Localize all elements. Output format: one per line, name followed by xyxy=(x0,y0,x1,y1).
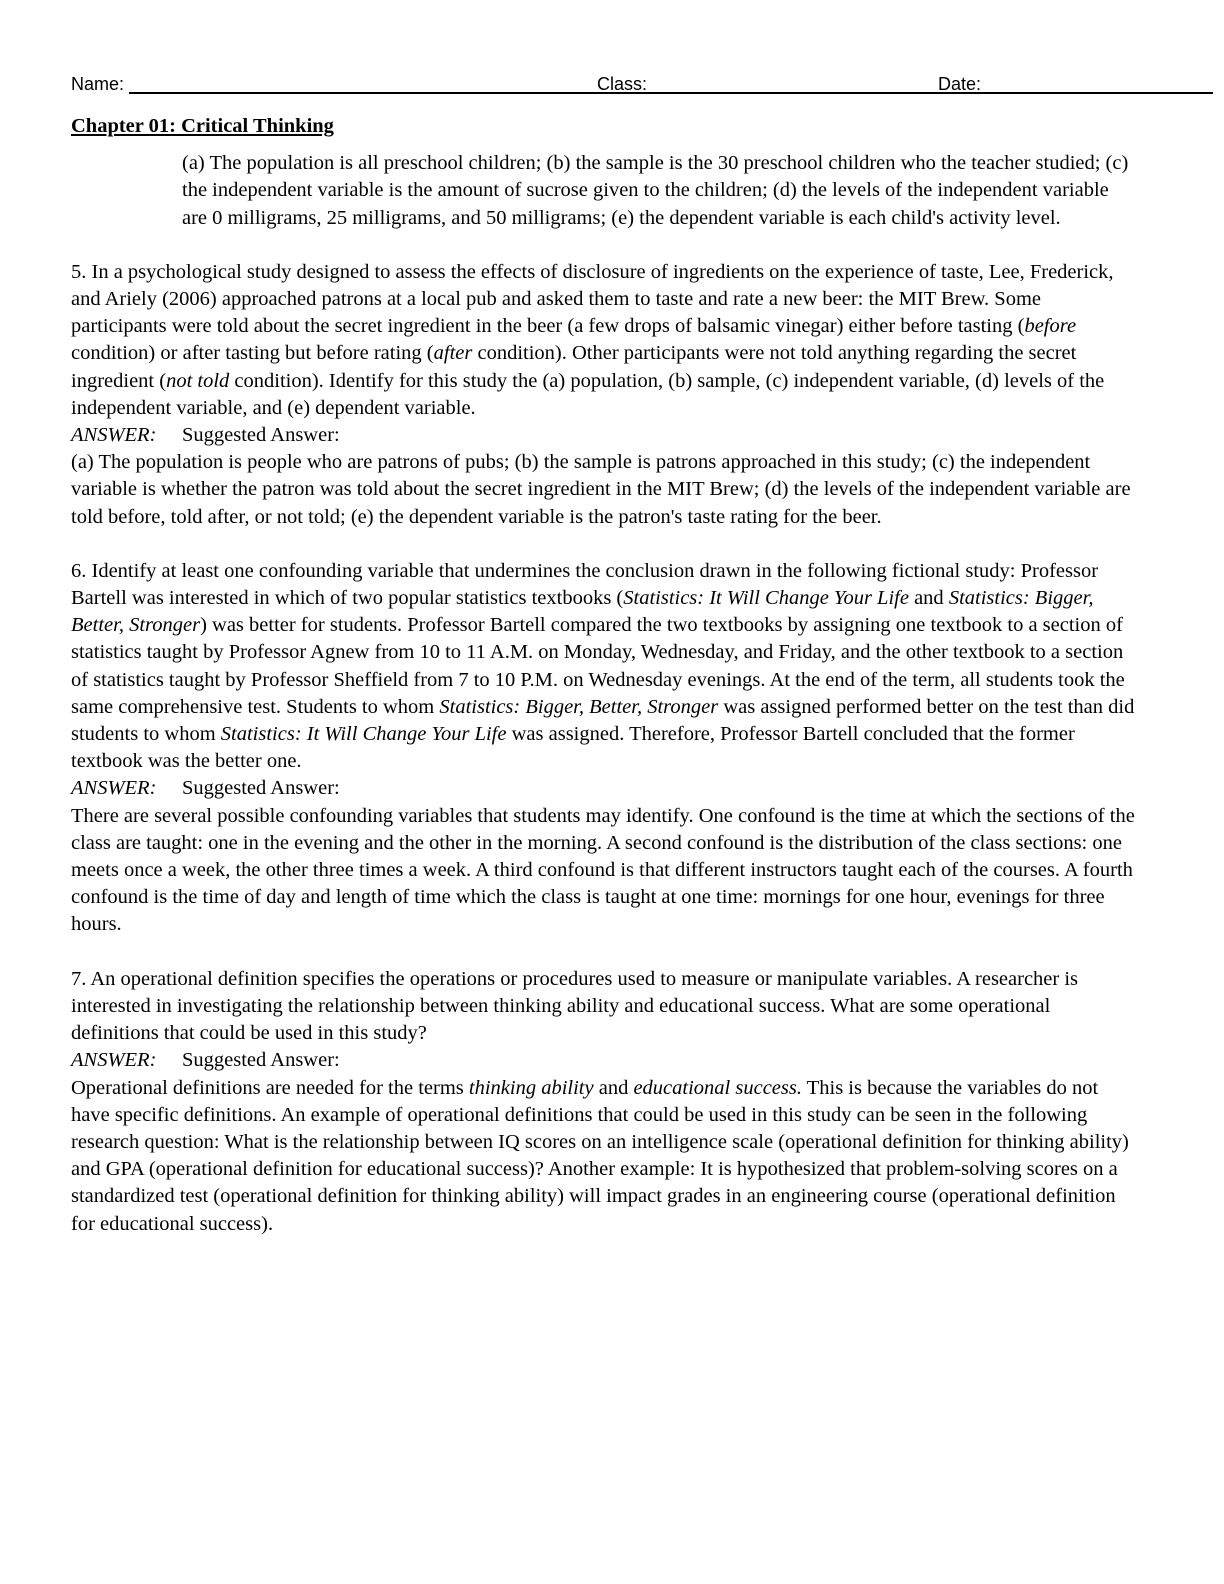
question-6-text: 6. Identify at least one confounding variable that undermines the conclusion drawn in the following fictional study: Professor Bartell was interested in which of two popular statistics textbooks (Statistics: It Will Change Your Life and Statistics: Bigger, Better, Stronger) was better for students. Professor Bartell compared the two textbooks by assigning one textbook to a section of statistics taught by Professor Agnew from 10 to 11 A.M. on Monday, Wednesday, and Friday, and the other textbook to a section of statistics taught by Professor Sheffield from 7 to 10 P.M. on Wednesday evenings. At the end of the term, all students took the same comprehensive test. Students to whom Statistics: Bigger, Better, Stronger was assigned performed better on the test than did students to whom Statistics: It Will Change Your Life was assigned. Therefore, Professor Bartell concluded that the former textbook was the better one. xyxy=(71,559,1135,773)
class-label: Class: xyxy=(597,74,648,94)
question-7-text: 7. An operational definition specifies the operations or procedures used to measure or manipulate variables. A researcher is interested in investigating the relationship between thinking ability and educational success. What are some operational definitions that could be used in this study? xyxy=(71,967,1079,1045)
suggested-answer-label: Suggested Answer: xyxy=(182,424,340,447)
date-blank-line xyxy=(988,92,1213,94)
answer-label: ANSWER: xyxy=(71,777,157,800)
chapter-title: Chapter 01: Critical Thinking xyxy=(71,115,334,137)
suggested-answer-label: Suggested Answer: xyxy=(182,777,340,800)
suggested-answer-label: Suggested Answer: xyxy=(182,1049,340,1072)
date-label: Date: xyxy=(938,74,982,94)
header-fields xyxy=(71,72,1141,98)
question-7-answer: Operational definitions are needed for the terms thinking ability and educational success. This is because the variables do not have specific definitions. An example of operational definitions that could be used in this study can be seen in the following research question: What is the relationship between IQ scores on an intelligence scale (operational definition for thinking ability) and GPA (operational definition for educational success)? Another example: It is hypothesized that problem-solving scores on a standardized test (operational definition for thinking ability) will impact grades in an engineering course (operational definition for educational success). xyxy=(71,1076,1129,1235)
name-blank-line xyxy=(129,92,659,94)
question-5-answer: (a) The population is people who are patrons of pubs; (b) the sample is patrons approached in this study; (c) the independent variable is whether the patron was told about the secret ingredient in the MIT Brew; (d) the levels of the independent variable are told before, told after, or not told; (e) the dependent variable is the patron's taste rating for the beer. xyxy=(71,451,1131,528)
answer-label: ANSWER: xyxy=(71,424,157,447)
question-5-text: 5. In a psychological study designed to assess the effects of disclosure of ingredients on the experience of taste, Lee, Frederick, and Ariely (2006) approached patrons at a local pub and asked them to taste and rate a new beer: the MIT Brew. Some participants were told about the secret ingredient in the beer (a few drops of balsamic vinegar) either before tasting (before condition) or after tasting but before rating (after condition). Other participants were not told anything regarding the secret ingredient (not told condition). Identify for this study the (a) population, (b) sample, (c) independent variable, (d) levels of the independent variable, and (e) dependent variable. xyxy=(71,260,1114,419)
question-5-answer-row xyxy=(71,422,1136,449)
continued-answer: (a) The population is all preschool children; (b) the sample is the 30 preschool children who the teacher studied; (c) the independent variable is the amount of sucrose given to the children; (d) the levels of the independent variable are 0 milligrams, 25 milligrams, and 50 milligrams; (e) the dependent variable is each child's activity level. xyxy=(182,152,1129,229)
question-7-answer-row xyxy=(71,1047,1136,1074)
document-body xyxy=(71,113,1136,1238)
name-label: Name: xyxy=(71,74,125,94)
answer-label: ANSWER: xyxy=(71,1049,157,1072)
question-5-block xyxy=(71,259,1136,531)
question-7-block xyxy=(71,966,1136,1238)
question-6-block xyxy=(71,558,1136,939)
question-6-answer-row xyxy=(71,775,1136,802)
question-6-answer: There are several possible confounding variables that students may identify. One confound is the time at which the sections of the class are taught: one in the evening and the other in the morning. A second confound is the distribution of the class sections: one meets once a week, the other three times a week. A third confound is that different instructors taught each of the courses. A fourth confound is the time of day and length of time which the class is taught at one time: mornings for one hour, evenings for three hours. xyxy=(71,804,1135,936)
